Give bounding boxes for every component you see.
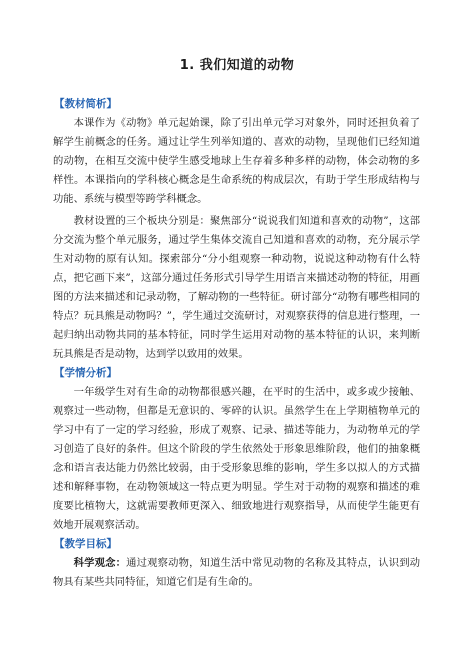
document-body xyxy=(53,95,420,592)
paragraph: 教材设置的三个板块分别是：聚焦部分“说说我们知道和喜欢的动物”，这部分交流为整个单元服务，通过学生集体交流自己知道和喜欢的动物，充分展示学生对动物的原有认知。探索部分“分小组观察一种动物，说说这种动物有什么特点，把它画下来”，这部分通过任务形式引导学生用语言来描述动物的特征，用画图的方法来描述和记录动物，了解动物的一些特征。研讨部分“动物有哪些相同的特点？玩具熊是动物吗？”，学生通过交流研讨，对观察获得的信息进行整理，一起归纳出动物共同的基本特征，同时学生运用对动物的基本特征的认识，来判断玩具熊是否是动物，达到学以致用的效果。 xyxy=(53,215,420,360)
section-heading: 【教学目标】 xyxy=(54,538,117,550)
section-student-analysis xyxy=(53,364,420,535)
goal-lead-label: 科学观念： xyxy=(73,557,127,569)
section-teaching-goals xyxy=(53,535,420,592)
goal-text: 通过观察动物，知道生活中常见动物的名称及其特点，认识到动物具有某些共同特征，知道它们是有生命的。 xyxy=(53,557,421,588)
paragraph: 一年级学生对有生命的动物都很感兴趣，在平时的生活中，或多或少接触、观察过一些动物，但都是无意识的、零碎的认识。虽然学生在上学期植物单元的学习中有了一定的学习经验，形成了观察、记录、描述等能力，为动物单元的学习创造了良好的条件。但这个阶段的学生依然处于形象思维阶段，他们的抽象概念和语言表达能力仍然比较弱，由于受形象思维的影响，学生多以拟人的方式描述和解释事物，在动物领域这一特点更为明显。学生对于动物的观察和描述的难度要比植物大，这就需要教师更深入、细致地进行观察指导，从而使学生能更有效地开展观察活动。 xyxy=(53,386,420,531)
paragraph: 本课作为《动物》单元起始课，除了引出单元学习对象外，同时还担负着了解学生前概念的任务。通过让学生列举知道的、喜欢的动物，呈现他们已经知道的动物，在相互交流中使学生感受地球上生存着多种多样的动物，体会动物的多样性。本课指向的学科核心概念是生命系统的构成层次，有助于学生形成结构与功能、系统与模型等跨学科概念。 xyxy=(53,117,420,205)
section-heading: 【学情分析】 xyxy=(54,367,117,379)
section-textbook-analysis xyxy=(53,95,420,364)
section-heading: 【教材简析】 xyxy=(54,98,117,110)
page-title: 1. 我们知道的动物 xyxy=(179,58,295,73)
paragraph xyxy=(53,554,420,592)
